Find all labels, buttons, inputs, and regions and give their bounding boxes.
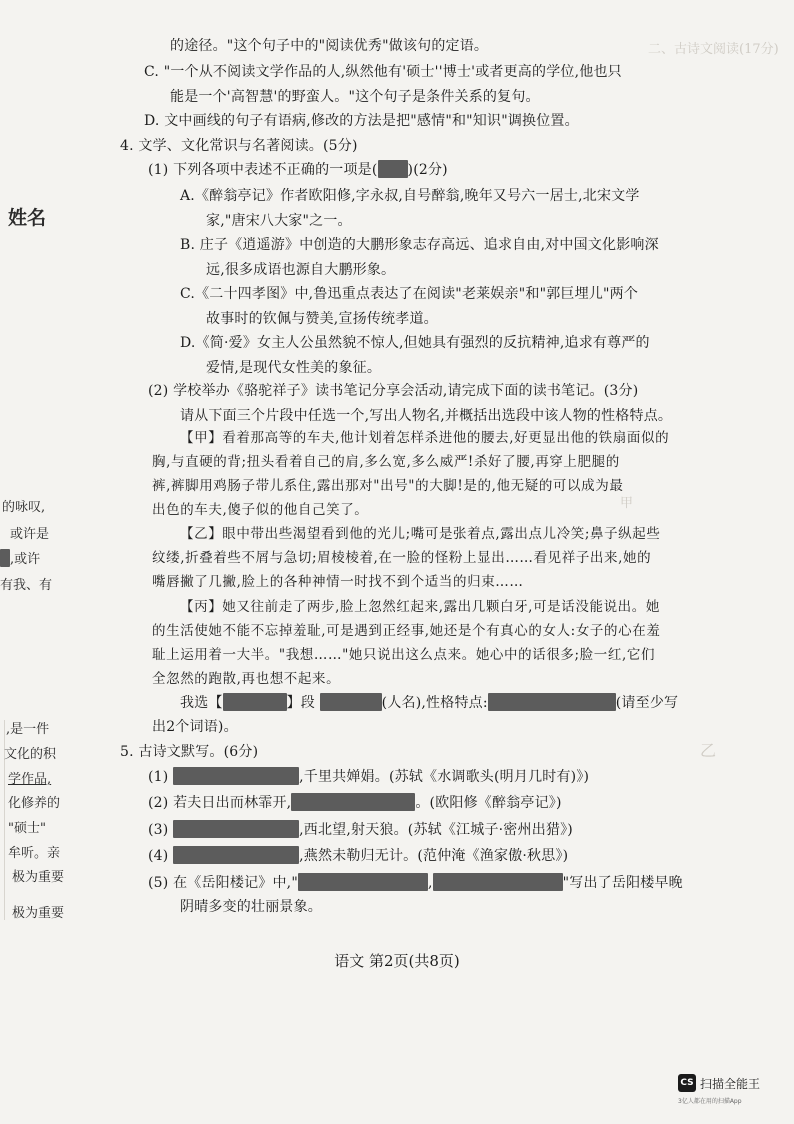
left-strip-redaction [0, 549, 10, 567]
left-strip-text: 学作品, [8, 772, 52, 787]
left-strip-text: 有我、有 [0, 578, 53, 593]
answer-redaction [173, 820, 299, 838]
answer-redaction [298, 873, 428, 891]
q5-item-1: (1) ,千里共婵娟。(苏轼《水调歌头(明月几时有)》) [148, 769, 590, 785]
excerpt-jia-line: 胸,与直硬的背;扭头看着自己的肩,多么宽,多么威严!杀好了腰,再穿上肥腿的 [152, 454, 620, 470]
q4-2-stem: (2) 学校举办《骆驼祥子》读书笔记分享会活动,请完成下面的读书笔记。(3分) [148, 383, 639, 399]
answer-redaction [173, 846, 299, 864]
q4-option-d: D.《简·爱》女主人公虽然貌不惊人,但她具有强烈的反抗精神,追求有尊严的 [180, 335, 650, 351]
q4-option-c: C.《二十四孝图》中,鲁迅重点表达了在阅读"老莱娱亲"和"郭巨埋儿"两个 [180, 286, 639, 302]
page-footer: 语文 第2页(共8页) [334, 952, 460, 970]
excerpt-jia-line: 【甲】看着那高等的车夫,他计划着怎样杀进他的腰去,好更显出他的铁扇面似的 [180, 430, 670, 446]
q4-option-c-continuation: 故事时的钦佩与赞美,宣扬传统孝道。 [206, 311, 438, 327]
q3-option-c-continuation: 能是一个'高智慧'的野蛮人。"这个句子是条件关系的复句。 [170, 89, 540, 105]
excerpt-bing-line: 耻上运用着一大半。"我想……"她只说出这么点来。她心中的话很多;脸一红,它们 [152, 647, 656, 663]
reading-note-answer-continuation: 出2个词语)。 [152, 719, 238, 735]
scanner-app-name: 扫描全能王 [700, 1077, 761, 1091]
left-strip-text: 牟听。亲 [8, 846, 61, 861]
q4-option-d-continuation: 爱情,是现代女性美的象征。 [206, 360, 382, 376]
q3-option-d: D. 文中画线的句子有语病,修改的方法是把"感情"和"知识"调换位置。 [144, 113, 579, 129]
left-strip-text: ,是一件 [6, 722, 50, 737]
left-strip-text: "硕士" [8, 821, 46, 836]
q4-option-a-continuation: 家,"唐宋八大家"之一。 [206, 213, 352, 229]
left-strip-text: 的咏叹, [2, 500, 46, 515]
excerpt-yi-line: 纹缕,折叠着些不屑与急切;眉棱棱着,在一脸的怪粉上显出……看见祥子出来,她的 [152, 550, 652, 566]
excerpt-bing-line: 的生活使她不能不忘掉羞耻,可是遇到正经事,她还是个有真心的女人:女子的心在羞 [152, 623, 661, 639]
q5-item-2: (2) 若夫日出而林霏开, 。(欧阳修《醉翁亭记》) [148, 795, 562, 811]
answer-redaction [488, 693, 616, 711]
q4-heading: 4. 文学、文化常识与名著阅读。(5分) [120, 138, 358, 154]
answer-redaction [291, 793, 415, 811]
q3-option-c: C. "一个从不阅读文学作品的人,纵然他有'硕士''博士'或者更高的学位,他也只 [144, 64, 622, 80]
left-strip-text: 或许是 [10, 527, 50, 542]
q4-option-a: A.《醉翁亭记》作者欧阳修,字永叔,自号醉翁,晚年又号六一居士,北宋文学 [180, 188, 640, 204]
left-strip-text: 极为重要 [12, 906, 65, 921]
left-strip-name-label: 姓名 [8, 207, 47, 229]
q5-heading: 5. 古诗文默写。(6分) [120, 744, 259, 760]
scanner-tagline: 3亿人都在用的扫描App [678, 1098, 742, 1105]
camscanner-logo-icon: CS [678, 1074, 696, 1092]
q3-option-b-continuation: 的途径。"这个句子中的"阅读优秀"做该句的定语。 [170, 38, 489, 54]
excerpt-bing-line: 全忽然的跑散,再也想不起来。 [152, 671, 341, 687]
q5-item-3: (3) ,西北望,射天狼。(苏轼《江城子·密州出猎》) [148, 822, 573, 838]
bleed-through-mark: 乙 [700, 741, 717, 760]
excerpt-bing-line: 【丙】她又往前走了两步,脸上忽然红起来,露出几颗白牙,可是话没能说出。她 [180, 599, 660, 615]
excerpt-yi-line: 【乙】眼中带出些渴望看到他的光儿;嘴可是张着点,露出点儿冷笑;鼻子纵起些 [180, 526, 661, 542]
reading-note-answer: 我选【 】段 (人名),性格特点: (请至少写 [180, 695, 679, 711]
answer-redaction [223, 693, 287, 711]
excerpt-jia-line: 出色的车夫,傻子似的他自己笑了。 [152, 502, 369, 518]
left-strip-text: 文化的积 [4, 747, 57, 762]
answer-redaction [378, 160, 408, 178]
excerpt-jia-line: 裤,裤脚用鸡肠子带儿系住,露出那对"出号"的大脚!是的,他无疑的可以成为最 [152, 478, 624, 494]
answer-redaction [433, 873, 563, 891]
bleed-through-heading: 二、古诗文阅读(17分) [648, 42, 779, 57]
q4-2-instruction: 请从下面三个片段中任选一个,写出人物名,并概括出选段中该人物的性格特点。 [180, 408, 673, 424]
excerpt-yi-line: 嘴唇撇了几撇,脸上的各种神情一时找不到个适当的归束…… [152, 574, 524, 590]
q5-item-5: (5) 在《岳阳楼记》中," , "写出了岳阳楼早晚 [148, 875, 683, 891]
left-strip-text: 化修养的 [8, 796, 61, 811]
q5-item-4: (4) ,燕然未勒归无计。(范仲淹《渔家傲·秋思》) [148, 848, 569, 864]
q5-item-5-continuation: 阴晴多变的壮丽景象。 [180, 899, 322, 915]
q4-option-b: B. 庄子《逍遥游》中创造的大鹏形象志存高远、追求自由,对中国文化影响深 [180, 237, 659, 253]
left-strip-text: 极为重要 [12, 870, 65, 885]
left-strip-text: ,或许 [0, 548, 40, 567]
q4-1-stem: (1) 下列各项中表述不正确的一项是( )(2分) [148, 162, 448, 178]
bleed-through-mark: 甲 [620, 496, 634, 511]
q4-option-b-continuation: 远,很多成语也源自大鹏形象。 [206, 262, 396, 278]
answer-redaction [173, 767, 299, 785]
answer-redaction [320, 693, 382, 711]
